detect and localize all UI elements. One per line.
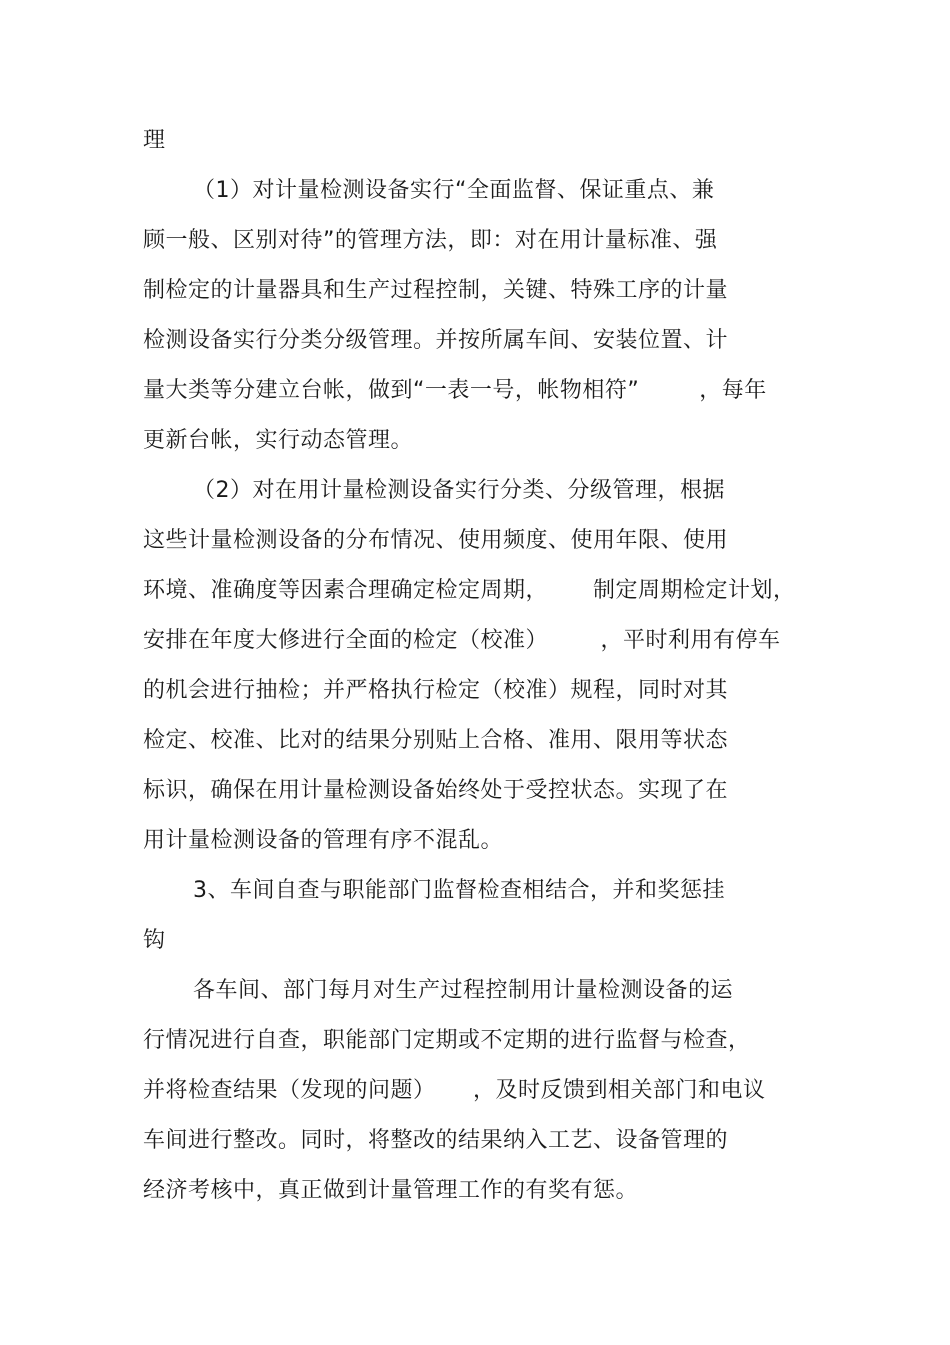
text-line: 这些计量检测设备的分布情况、使用频度、使用年限、使用 — [143, 528, 729, 553]
text-line: 各车间、部门每月对生产过程控制用计量检测设备的运 — [193, 978, 734, 1003]
text-line: 检测设备实行分类分级管理。并按所属车间、安装位置、计 — [143, 328, 729, 353]
text-line: 更新台帐，实行动态管理。 — [143, 428, 414, 453]
text-line: 3、车间自查与职能部门监督检查相结合，并和奖惩挂 — [193, 878, 725, 903]
text-line: 行情况进行自查，职能部门定期或不定期的进行监督与检查， — [143, 1028, 751, 1053]
text-line: 经济考核中，真正做到计量管理工作的有奖有惩。 — [143, 1178, 639, 1203]
text-line: 安排在年度大修进行全面的检定（校准） ，平时利用有停车 — [143, 628, 781, 653]
text-line: 量大类等分建立台帐，做到“一表一号，帐物相符” ，每年 — [143, 378, 767, 403]
text-line: 环境、准确度等因素合理确定检定周期， 制定周期检定计划， — [143, 578, 796, 603]
text-line: 理 — [143, 128, 166, 153]
text-line: （2）对在用计量检测设备实行分类、分级管理，根据 — [193, 478, 725, 503]
text-line: （1）对计量检测设备实行“全面监督、保证重点、兼 — [193, 178, 715, 203]
text-line: 钩 — [143, 928, 166, 953]
text-line: 的机会进行抽检；并严格执行检定（校准）规程，同时对其 — [143, 678, 729, 703]
text-line: 车间进行整改。同时，将整改的结果纳入工艺、设备管理的 — [143, 1128, 729, 1153]
text-line: 制检定的计量器具和生产过程控制，关键、特殊工序的计量 — [143, 278, 729, 303]
text-line: 并将检查结果（发现的问题） ，及时反馈到相关部门和电议 — [143, 1078, 766, 1103]
text-line: 顾一般、区别对待”的管理方法，即：对在用计量标准、强 — [143, 228, 718, 253]
text-line: 检定、校准、比对的结果分别贴上合格、准用、限用等状态 — [143, 728, 729, 753]
text-line: 用计量检测设备的管理有序不混乱。 — [143, 828, 504, 853]
text-line: 标识，确保在用计量检测设备始终处于受控状态。实现了在 — [143, 778, 729, 803]
